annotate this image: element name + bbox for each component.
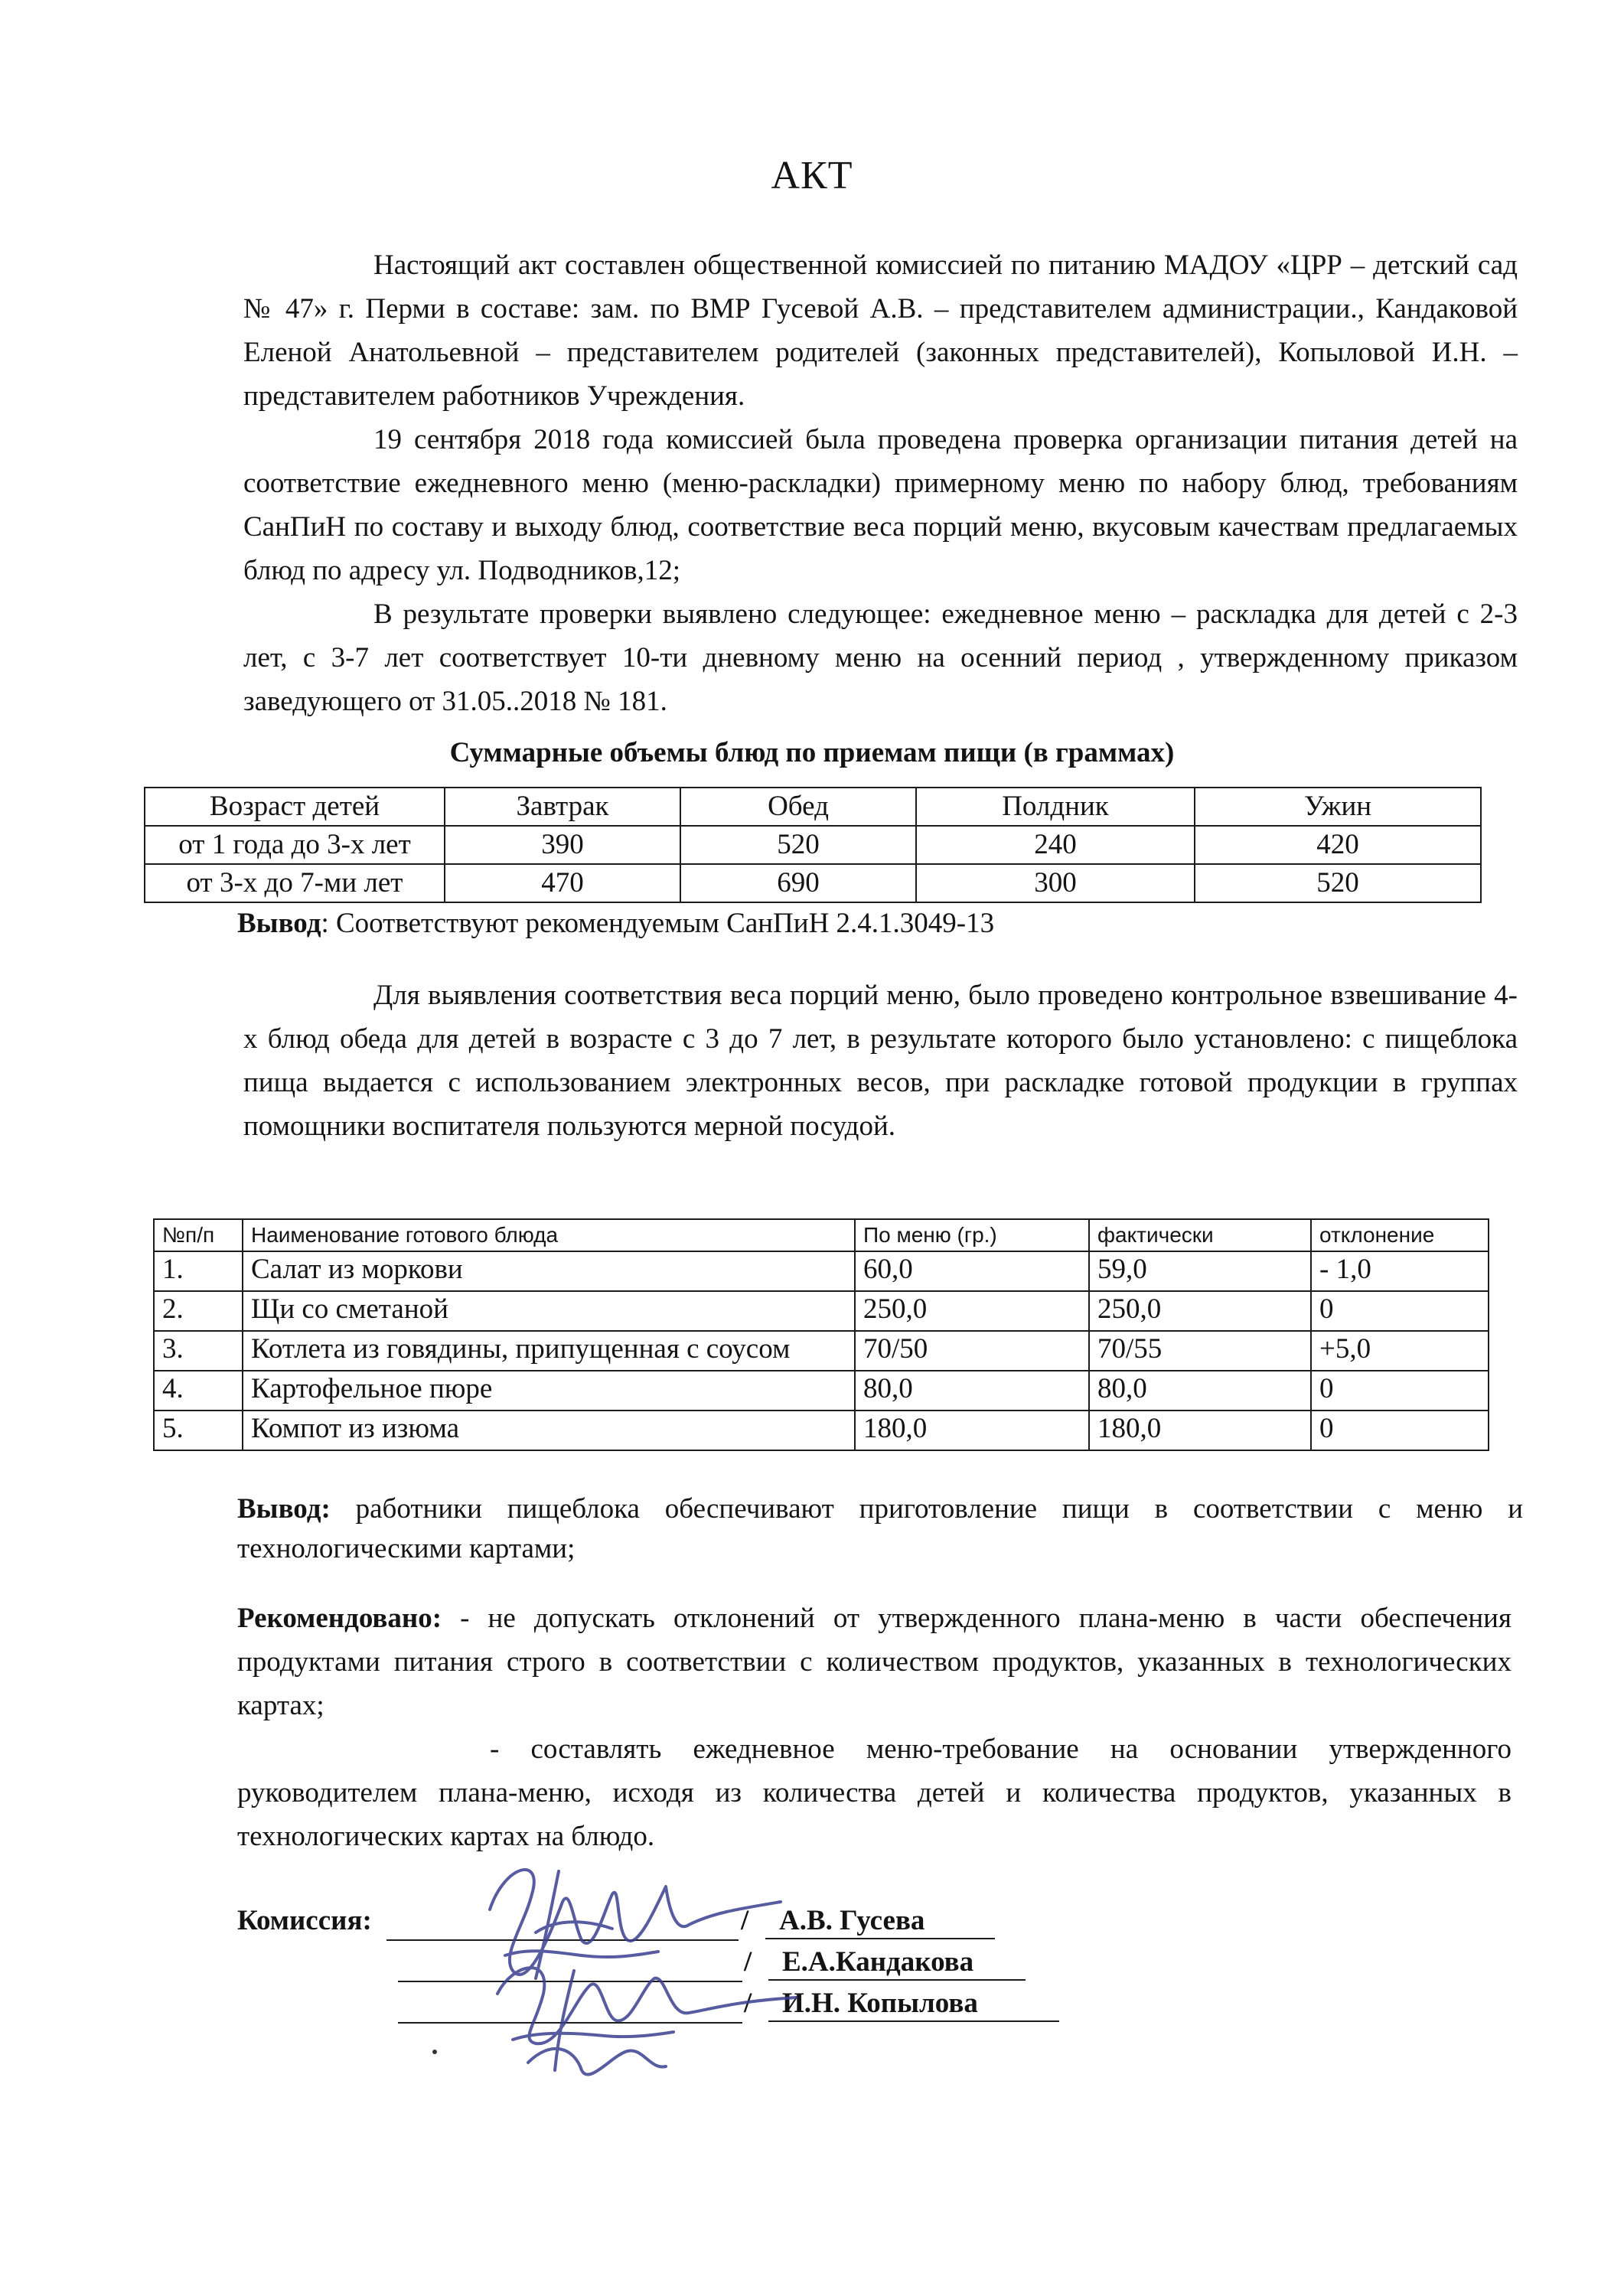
signature-slash: / — [741, 1905, 749, 1936]
table-cell: 390 — [445, 826, 680, 864]
table1-caption: Суммарные объемы блюд по приемам пищи (в граммах) — [449, 737, 1175, 768]
commission-member: А.В. Гусева — [765, 1904, 995, 1939]
conclusion-label: Вывод: — [237, 1493, 331, 1525]
conclusion-2 — [237, 1489, 1523, 1569]
table-cell: Компот из изюма — [243, 1411, 855, 1450]
header-cell: Полдник — [916, 788, 1195, 826]
table-cell: 0 — [1311, 1291, 1489, 1331]
table-cell: 420 — [1195, 826, 1481, 864]
table-cell: 300 — [916, 864, 1195, 902]
table-row — [145, 826, 1481, 864]
weighing-block — [243, 974, 1518, 1148]
table-cell: 180,0 — [1089, 1411, 1311, 1450]
header-cell: По меню (гр.) — [855, 1219, 1089, 1251]
table-header-row — [145, 788, 1481, 826]
table-cell: 180,0 — [855, 1411, 1089, 1450]
commission-label: Комиссия: — [237, 1905, 372, 1936]
table-header-row — [154, 1219, 1489, 1251]
signature-slash: / — [744, 1988, 752, 2019]
table-cell: Картофельное пюре — [243, 1371, 855, 1411]
intro-block — [243, 243, 1518, 723]
table-cell: 4. — [154, 1371, 243, 1411]
table-cell: 2. — [154, 1291, 243, 1331]
table-cell: 250,0 — [1089, 1291, 1311, 1331]
table-cell: 60,0 — [855, 1251, 1089, 1291]
table-cell: +5,0 — [1311, 1331, 1489, 1371]
portions-table — [144, 787, 1482, 903]
result-paragraph: В результате проверки выявлено следующее: ежедневное меню – раскладка для детей с 2-3 лет, с 3-7 лет соответствует 10-ти дневному меню на осенний период , утвержденному приказом заведующего от 31.05..2018 № 181. — [243, 598, 1518, 717]
table-cell: Котлета из говядины, припущенная с соусом — [243, 1331, 855, 1371]
table-cell: Щи со сметаной — [243, 1291, 855, 1331]
recommendation-item: - составлять ежедневное меню-требование на основании утвержденного руководителем плана-меню, исходя из количества детей и количества продуктов, указанных в технологических картах на блюдо. — [237, 1733, 1511, 1852]
header-cell: Ужин — [1195, 788, 1481, 826]
header-cell: Завтрак — [445, 788, 680, 826]
table-cell: Салат из моркови — [243, 1251, 855, 1291]
conclusion-label: Вывод — [237, 908, 321, 939]
table-cell: 80,0 — [1089, 1371, 1311, 1411]
header-cell: фактически — [1089, 1219, 1311, 1251]
commission-member: И.Н. Копылова — [768, 1987, 1059, 2022]
table-cell: 80,0 — [855, 1371, 1089, 1411]
table-row — [154, 1251, 1489, 1291]
document-title: АКТ — [771, 154, 853, 197]
table-row — [145, 864, 1481, 902]
table-cell: 0 — [1311, 1371, 1489, 1411]
conclusion-1 — [237, 905, 1523, 943]
recommended-label: Рекомендовано: — [237, 1603, 442, 1634]
table-cell: от 1 года до 3-х лет — [145, 826, 445, 864]
recommendations — [237, 1596, 1511, 1858]
table-cell: 3. — [154, 1331, 243, 1371]
table-cell: 520 — [1195, 864, 1481, 902]
signature-slash: / — [744, 1946, 752, 1978]
conclusion-text: работники пищеблока обеспечивают приготовление пищи в соответствии с меню и технологическими картами; — [237, 1493, 1523, 1564]
header-cell: Обед — [680, 788, 916, 826]
header-cell: Наименование готового блюда — [243, 1219, 855, 1251]
conclusion-text: : Соответствуют рекомендуемым СанПиН 2.4.1.3049-13 — [321, 908, 995, 939]
weighing-table — [153, 1218, 1489, 1451]
table-cell: 70/55 — [1089, 1331, 1311, 1371]
commission-member: Е.А.Кандакова — [768, 1945, 1026, 1981]
header-cell: отклонение — [1311, 1219, 1489, 1251]
table-cell: 70/50 — [855, 1331, 1089, 1371]
header-cell: Возраст детей — [145, 788, 445, 826]
table-cell: - 1,0 — [1311, 1251, 1489, 1291]
table-cell: 250,0 — [855, 1291, 1089, 1331]
intro-paragraph: Настоящий акт составлен общественной комиссией по питанию МАДОУ «ЦРР – детский сад № 47» г. Перми в составе: зам. по ВМР Гусевой А.В. – представителем администрации., Кандаковой Еленой Анатольевной – представителем родителей (законных представителей), Копыловой И.Н. – представителем работников Учреждения. — [243, 249, 1518, 412]
table-row — [154, 1331, 1489, 1371]
table-cell: 5. — [154, 1411, 243, 1450]
table-cell: 240 — [916, 826, 1195, 864]
table-cell: 0 — [1311, 1411, 1489, 1450]
table-cell: 520 — [680, 826, 916, 864]
table-row — [154, 1291, 1489, 1331]
recommendation-text: - не допускать отклонений от утвержденного плана-меню в части обеспечения продуктами питания строго в соответствии с количеством продуктов, указанных в технологических картах; — [237, 1603, 1511, 1721]
table-row — [154, 1371, 1489, 1411]
check-paragraph: 19 сентября 2018 года комиссией была проведена проверка организации питания детей на соответствие ежедневного меню (меню-раскладки) примерному меню по набору блюд, требованиям СанПиН по составу и выходу блюд, соответствие веса порций меню, вкусовым качествам предлагаемых блюд по адресу ул. Подводников,12; — [243, 424, 1518, 586]
weighing-paragraph: Для выявления соответствия веса порций меню, было проведено контрольное взвешивание 4-х блюд обеда для детей в возрасте с 3 до 7 лет, в результате которого было установлено: с пищеблока пища выдается с использованием электронных весов, при раскладке готовой продукции в группах помощники воспитателя пользуются мерной посудой. — [243, 980, 1518, 1142]
table-row — [154, 1411, 1489, 1450]
header-cell: №п/п — [154, 1219, 243, 1251]
table-cell: 59,0 — [1089, 1251, 1311, 1291]
handwritten-signatures — [459, 1841, 811, 2086]
table-cell: 1. — [154, 1251, 243, 1291]
table-cell: от 3-х до 7-ми лет — [145, 864, 445, 902]
table-cell: 470 — [445, 864, 680, 902]
ink-dot — [432, 2050, 437, 2054]
table-cell: 690 — [680, 864, 916, 902]
recommendation-item — [237, 1596, 1511, 1727]
